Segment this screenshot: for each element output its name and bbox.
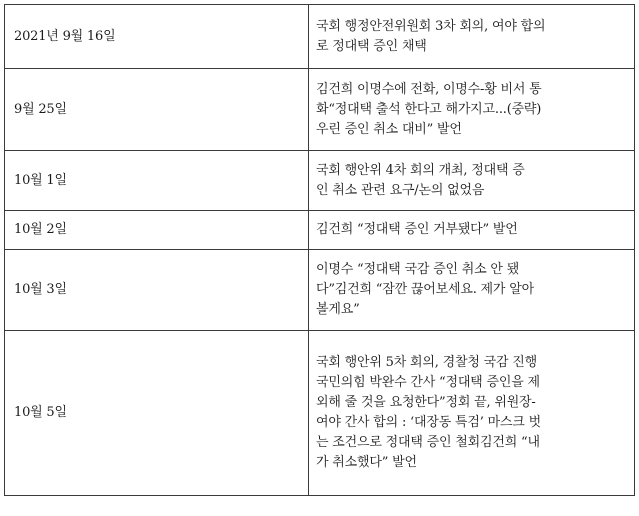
- table-row: [5, 331, 635, 496]
- event-cell: [309, 5, 635, 69]
- event-line: 볼게요”: [316, 302, 360, 317]
- event-line: 우린 증인 취소 대비” 발언: [316, 121, 462, 137]
- table-row: [5, 151, 635, 211]
- event-line: 이명수 “정대택 국감 증인 취소 안 됐: [316, 262, 520, 277]
- date-cell: 2021년 9월 16일: [5, 5, 309, 69]
- event-cell: [309, 69, 635, 151]
- event-line: 인 취소 관련 요구/논의 없었음: [316, 182, 485, 198]
- event-line: 국회 행안위 4차 회의 개최, 정대택 증: [316, 162, 525, 178]
- event-cell: [309, 151, 635, 211]
- event-line: 가 취소했다” 발언: [316, 455, 417, 470]
- table-row: [5, 250, 635, 331]
- event-line: 화“정대택 출석 한다고 해가지고...(중략): [316, 101, 542, 117]
- table-row: [5, 5, 635, 69]
- event-line: 국민의힘 박완수 간사 “정대택 증인을 제: [316, 375, 540, 390]
- event-line: 외해 줄 것을 요청한다”정회 끝, 위원장-: [316, 395, 536, 410]
- event-line: 김건희 이명수에 전화, 이명수-황 비서 통: [316, 81, 542, 97]
- event-line: 다”김건희 “잠깐 끊어보세요. 제가 알아: [316, 282, 534, 297]
- event-line: 로 정대택 증인 채택: [316, 38, 427, 54]
- date-cell: 10월 3일: [5, 250, 309, 331]
- table-row: [5, 211, 635, 250]
- event-line: 국회 행정안전위원회 3차 회의, 여야 합의: [316, 18, 546, 34]
- event-line: 는 조건으로 정대택 증인 철회김건희 “내: [316, 435, 540, 450]
- date-cell: 10월 2일: [5, 211, 309, 250]
- date-cell: 9월 25일: [5, 69, 309, 151]
- event-line: 김건희 “정대택 증인 거부됐다” 발언: [316, 222, 518, 237]
- table-row: [5, 69, 635, 151]
- event-line: 국회 행안위 5차 회의, 경찰청 국감 진행: [316, 355, 537, 370]
- date-cell: 10월 5일: [5, 331, 309, 496]
- event-cell: [309, 250, 635, 331]
- date-cell: 10월 1일: [5, 151, 309, 211]
- event-cell: [309, 211, 635, 250]
- timeline-table: [4, 4, 635, 496]
- event-line: 여야 간사 합의 : ‘대장동 특검’ 마스크 벗: [316, 415, 541, 430]
- event-cell: [309, 331, 635, 496]
